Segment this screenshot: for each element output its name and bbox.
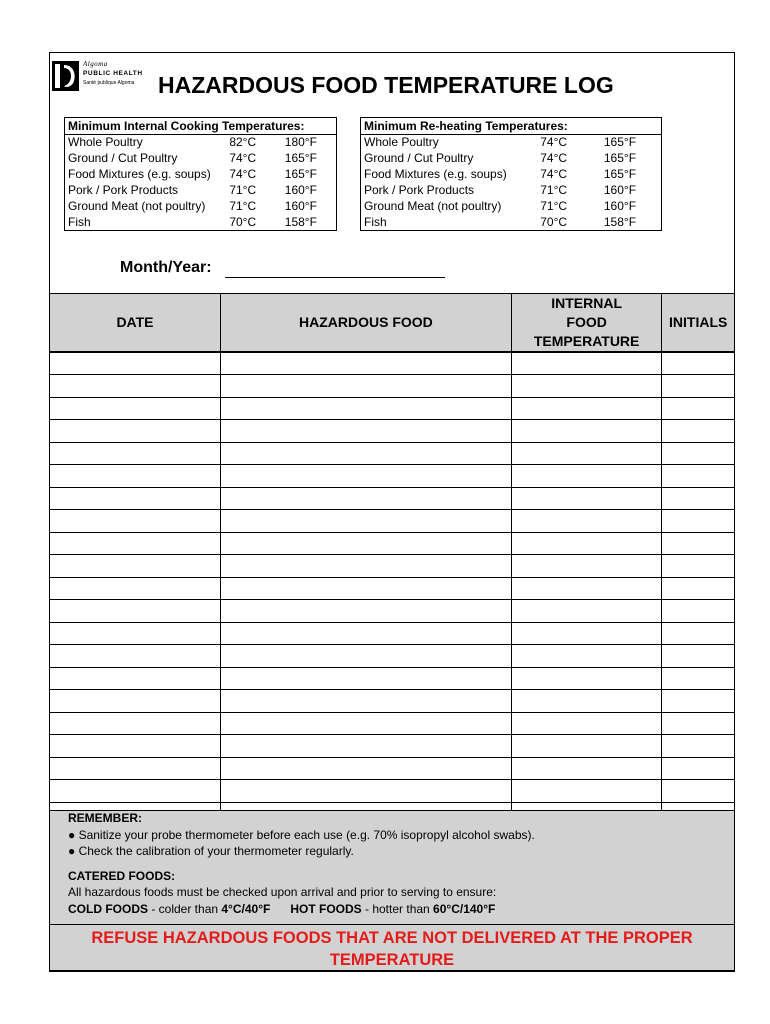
initials-cell[interactable] [662,352,735,375]
initials-cell[interactable] [662,600,735,623]
initials-cell[interactable] [662,622,735,645]
food-item: Fish [68,214,91,229]
temperature-cell[interactable] [511,600,662,623]
temperature-row [361,135,662,151]
initials-cell[interactable] [662,442,735,465]
log-row [50,555,735,578]
remember-heading: REMEMBER: [68,811,142,825]
internal-temperature-column-header: INTERNAL FOOD TEMPERATURE [511,294,662,353]
fahrenheit-value: 165°F [603,151,637,165]
hazardous-food-column-header: HAZARDOUS FOOD [220,294,511,353]
initials-cell[interactable] [662,420,735,443]
initials-cell[interactable] [662,555,735,578]
fahrenheit-value: 158°F [603,214,637,229]
hazardous-food-cell[interactable] [220,532,511,555]
log-row [50,510,735,533]
fahrenheit-value: 165°F [603,167,637,181]
temperature-requirements [68,901,716,918]
remember-bullet-2: ● Check the calibration of your thermometer regularly. [68,844,354,858]
logo-line-3: Santé publique Algoma [83,80,135,86]
log-row [50,442,735,465]
food-item: Pork / Pork Products [364,183,475,197]
hazardous-food-cell[interactable] [220,690,511,713]
hazardous-food-cell[interactable] [220,735,511,758]
food-item: Ground Meat (not poultry) [364,199,502,213]
temperature-row [65,183,337,199]
date-cell[interactable] [50,622,221,645]
celsius-value: 74°C [540,135,568,150]
date-cell[interactable] [50,532,221,555]
celsius-value: 71°C [540,199,568,213]
temperature-row [65,199,337,215]
celsius-value: 82°C [229,135,257,150]
date-cell[interactable] [50,352,221,375]
temperature-cell[interactable] [511,352,662,375]
hazardous-food-cell[interactable] [220,645,511,668]
hazardous-food-cell[interactable] [220,487,511,510]
fahrenheit-value: 160°F [603,199,637,213]
hazardous-food-cell[interactable] [220,465,511,488]
fahrenheit-value: 165°F [284,167,317,181]
catered-text: All hazardous foods must be checked upon arrival and prior to serving to ensure: [68,885,497,899]
date-cell[interactable] [50,420,221,443]
date-cell[interactable] [50,442,221,465]
log-row [50,487,735,510]
celsius-value: 74°C [229,167,257,181]
date-cell[interactable] [50,510,221,533]
log-row [50,757,735,780]
temperature-row [65,135,337,151]
date-cell[interactable] [50,397,221,420]
reheating-table-header: Minimum Re-heating Temperatures: [361,118,662,135]
remember-bullet-1: ● Sanitize your probe thermometer before each use (e.g. 70% isopropyl alcohol swabs). [68,827,535,842]
hot-foods-label: HOT FOODS [290,901,362,916]
temperature-cell[interactable] [511,465,662,488]
log-row [50,667,735,690]
temperature-cell[interactable] [511,622,662,645]
initials-cell[interactable] [662,510,735,533]
hazardous-food-cell[interactable] [220,667,511,690]
temperature-cell[interactable] [511,577,662,600]
log-row [50,420,735,443]
date-cell[interactable] [50,577,221,600]
log-row [50,735,735,758]
initials-cell[interactable] [662,465,735,488]
cooking-table-header: Minimum Internal Cooking Temperatures: [65,118,337,135]
initials-cell[interactable] [662,645,735,668]
cold-foods-label: COLD FOODS [68,901,148,916]
hazardous-food-cell[interactable] [220,555,511,578]
fahrenheit-value: 165°F [603,135,637,150]
hazardous-food-cell[interactable] [220,600,511,623]
initials-cell[interactable] [662,487,735,510]
fahrenheit-value: 160°F [603,183,637,197]
date-cell[interactable] [50,735,221,758]
celsius-value: 71°C [229,199,257,213]
food-item: Whole Poultry [364,135,439,150]
log-row [50,352,735,375]
cold-foods-value: 4°C/40°F [221,901,271,916]
refuse-warning-line-1: REFUSE HAZARDOUS FOODS THAT ARE NOT DELIVERED AT THE PROPER [91,929,693,947]
log-row [50,532,735,555]
initials-cell[interactable] [662,577,735,600]
date-cell[interactable] [50,712,221,735]
log-row [50,600,735,623]
food-item: Ground Meat (not poultry) [68,199,206,213]
temperature-row [361,215,662,231]
date-cell[interactable] [50,645,221,668]
temperature-cell[interactable] [511,555,662,578]
hazardous-food-cell[interactable] [220,420,511,443]
logo-line-2: PUBLIC HEALTH [83,70,143,77]
initials-cell[interactable] [662,735,735,758]
temperature-cell[interactable] [511,645,662,668]
date-cell[interactable] [50,487,221,510]
fahrenheit-value: 158°F [284,214,317,229]
log-row [50,577,735,600]
log-row [50,622,735,645]
initials-cell[interactable] [662,667,735,690]
food-item: Pork / Pork Products [68,183,179,197]
celsius-value: 74°C [540,151,568,165]
hazardous-food-cell[interactable] [220,510,511,533]
hazardous-food-cell[interactable] [220,397,511,420]
algoma-logo-icon [52,61,79,91]
initials-column-header: INITIALS [662,294,735,353]
initials-cell[interactable] [662,712,735,735]
temperature-cell[interactable] [511,487,662,510]
date-cell[interactable] [50,757,221,780]
temperature-cell[interactable] [511,690,662,713]
celsius-value: 70°C [540,214,568,229]
log-row [50,780,735,803]
date-cell[interactable] [50,667,221,690]
temperature-row [361,199,662,215]
cooking-temperatures-table [64,117,337,231]
log-row [50,375,735,398]
page-title: HAZARDOUS FOOD TEMPERATURE LOG [158,72,614,98]
food-item: Ground / Cut Poultry [68,151,178,165]
notes-panel [49,810,735,925]
temperature-cell[interactable] [511,375,662,398]
date-cell[interactable] [50,375,221,398]
refuse-warning-line-2: TEMPERATURE [329,951,455,969]
hazardous-food-cell[interactable] [220,622,511,645]
logo-line-1: Algoma [83,60,108,68]
cold-foods-text: - colder than [148,901,222,916]
food-item: Whole Poultry [68,135,143,150]
temperature-row [361,151,662,167]
hazardous-food-cell[interactable] [220,577,511,600]
temperature-row [65,215,337,231]
initials-cell[interactable] [662,532,735,555]
catered-heading: CATERED FOODS: [68,868,176,883]
reheating-temperatures-table [360,117,662,231]
temperature-cell[interactable] [511,532,662,555]
temperature-row [65,151,337,167]
date-column-header: DATE [50,294,221,353]
month-year-field[interactable] [225,277,445,278]
hazardous-food-cell[interactable] [220,712,511,735]
temperature-cell[interactable] [511,667,662,690]
hazardous-food-cell[interactable] [220,375,511,398]
initials-cell[interactable] [662,780,735,803]
log-row [50,645,735,668]
celsius-value: 71°C [229,183,257,197]
log-row [50,465,735,488]
celsius-value: 74°C [229,151,257,165]
hazardous-food-cell[interactable] [220,442,511,465]
date-cell[interactable] [50,465,221,488]
algoma-public-health-logo [52,60,152,96]
temperature-cell[interactable] [511,397,662,420]
temperature-row [361,183,662,199]
date-cell[interactable] [50,555,221,578]
celsius-value: 71°C [540,183,568,197]
temperature-log-table [49,293,735,825]
date-cell[interactable] [50,690,221,713]
temperature-cell[interactable] [511,735,662,758]
initials-cell[interactable] [662,397,735,420]
hazardous-food-cell[interactable] [220,780,511,803]
hot-foods-text: - hotter than [361,901,434,916]
initials-cell[interactable] [662,690,735,713]
temperature-row [361,167,662,183]
temperature-cell[interactable] [511,510,662,533]
celsius-value: 70°C [229,214,257,229]
temperature-row [65,167,337,183]
temperature-cell[interactable] [511,780,662,803]
fahrenheit-value: 180°F [284,135,317,150]
initials-cell[interactable] [662,375,735,398]
temperature-cell[interactable] [511,757,662,780]
log-row [50,397,735,420]
temperature-cell[interactable] [511,712,662,735]
temperature-cell[interactable] [511,442,662,465]
celsius-value: 74°C [540,167,568,181]
hot-foods-value: 60°C/140°F [433,901,496,916]
hazardous-food-cell[interactable] [220,757,511,780]
initials-cell[interactable] [662,757,735,780]
refuse-warning [49,924,735,971]
temperature-cell[interactable] [511,420,662,443]
log-row [50,712,735,735]
food-item: Ground / Cut Poultry [364,151,474,165]
month-year-label: Month/Year: [120,259,212,276]
food-item: Food Mixtures (e.g. soups) [364,167,507,181]
food-item: Fish [364,214,387,229]
fahrenheit-value: 160°F [284,183,317,197]
fahrenheit-value: 160°F [284,199,317,213]
hazardous-food-cell[interactable] [220,352,511,375]
food-item: Food Mixtures (e.g. soups) [68,167,211,181]
fahrenheit-value: 165°F [284,151,317,165]
date-cell[interactable] [50,600,221,623]
log-row [50,690,735,713]
date-cell[interactable] [50,780,221,803]
